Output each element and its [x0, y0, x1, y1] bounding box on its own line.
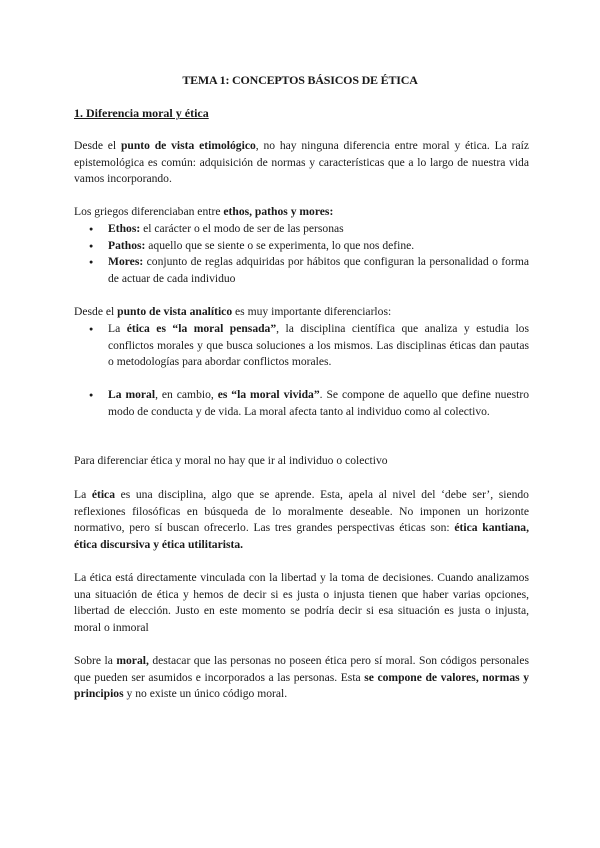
list-item-etica: ● La ética es “la moral pensada”, la disciplina científica que analiza y estudia los conflictos morales y que busca soluciones a los mismos. Las disciplinas éticas dan pautas o metodologías para abordar conflictos morales. [74, 321, 529, 371]
list-item-mores: ● Mores: conjunto de reglas adquiridas por hábitos que configuran la personalidad o forma de actuar de cada individuo [74, 254, 529, 287]
paragraph-moral: Sobre la moral, destacar que las personas no poseen ética pero sí moral. Son códigos personales que pueden ser asumidos e incorporados a las personas. Esta se compone de valores, normas y principios y no existe un único código moral. [74, 654, 529, 701]
greek-terms-list [74, 221, 529, 287]
section-heading: 1. Diferencia moral y ética [74, 106, 209, 120]
paragraph-greeks: Los griegos diferenciaban entre ethos, pathos y mores: [74, 205, 334, 218]
list-item-ethos: ● Ethos: el carácter o el modo de ser de las personas [74, 221, 529, 238]
paragraph-analytic: Desde el punto de vista analítico es muy importante diferenciarlos: [74, 305, 392, 318]
list-item-pathos: ● Pathos: aquello que se siente o se experimenta, lo que nos define. [74, 238, 529, 255]
paragraph-etica: La ética es una disciplina, algo que se aprende. Esta, apela al nivel del ‘debe ser’, siendo reflexiones filosóficas en búsqueda de lo moralmente deseable. No imponen un horizonte normativo, pero sí buscan ofrecerlo. Las tres grandes perspectivas éticas son: ética kantiana, ética discursiva y ética utilitarista. [74, 488, 529, 551]
document-title: TEMA 1: CONCEPTOS BÁSICOS DE ÉTICA [182, 73, 418, 87]
analytic-list-moral [74, 387, 529, 420]
paragraph-etymology: Desde el punto de vista etimológico, no hay ninguna diferencia entre moral y ética. La raíz epistemológica es común: adquisición de normas y características que a lo largo de nuestra vida vamos incorporando. [74, 139, 530, 186]
paragraph-diferenciar: Para diferenciar ética y moral no hay que ir al individuo o colectivo [74, 454, 388, 467]
analytic-list-etica [74, 321, 529, 371]
paragraph-libertad: La ética está directamente vinculada con la libertad y la toma de decisiones. Cuando analizamos una situación de ética y hemos de decir si es justa o injusta tienen que haber varias opciones, libertad de elección. Justo en este momento se podría decir si esa situación es justa o injusta, moral o inmoral [74, 571, 529, 634]
list-item-moral: ● La moral, en cambio, es “la moral vivida”. Se compone de aquello que define nuestro modo de conducta y de vida. La moral afecta tanto al individuo como al colectivo. [74, 387, 529, 420]
